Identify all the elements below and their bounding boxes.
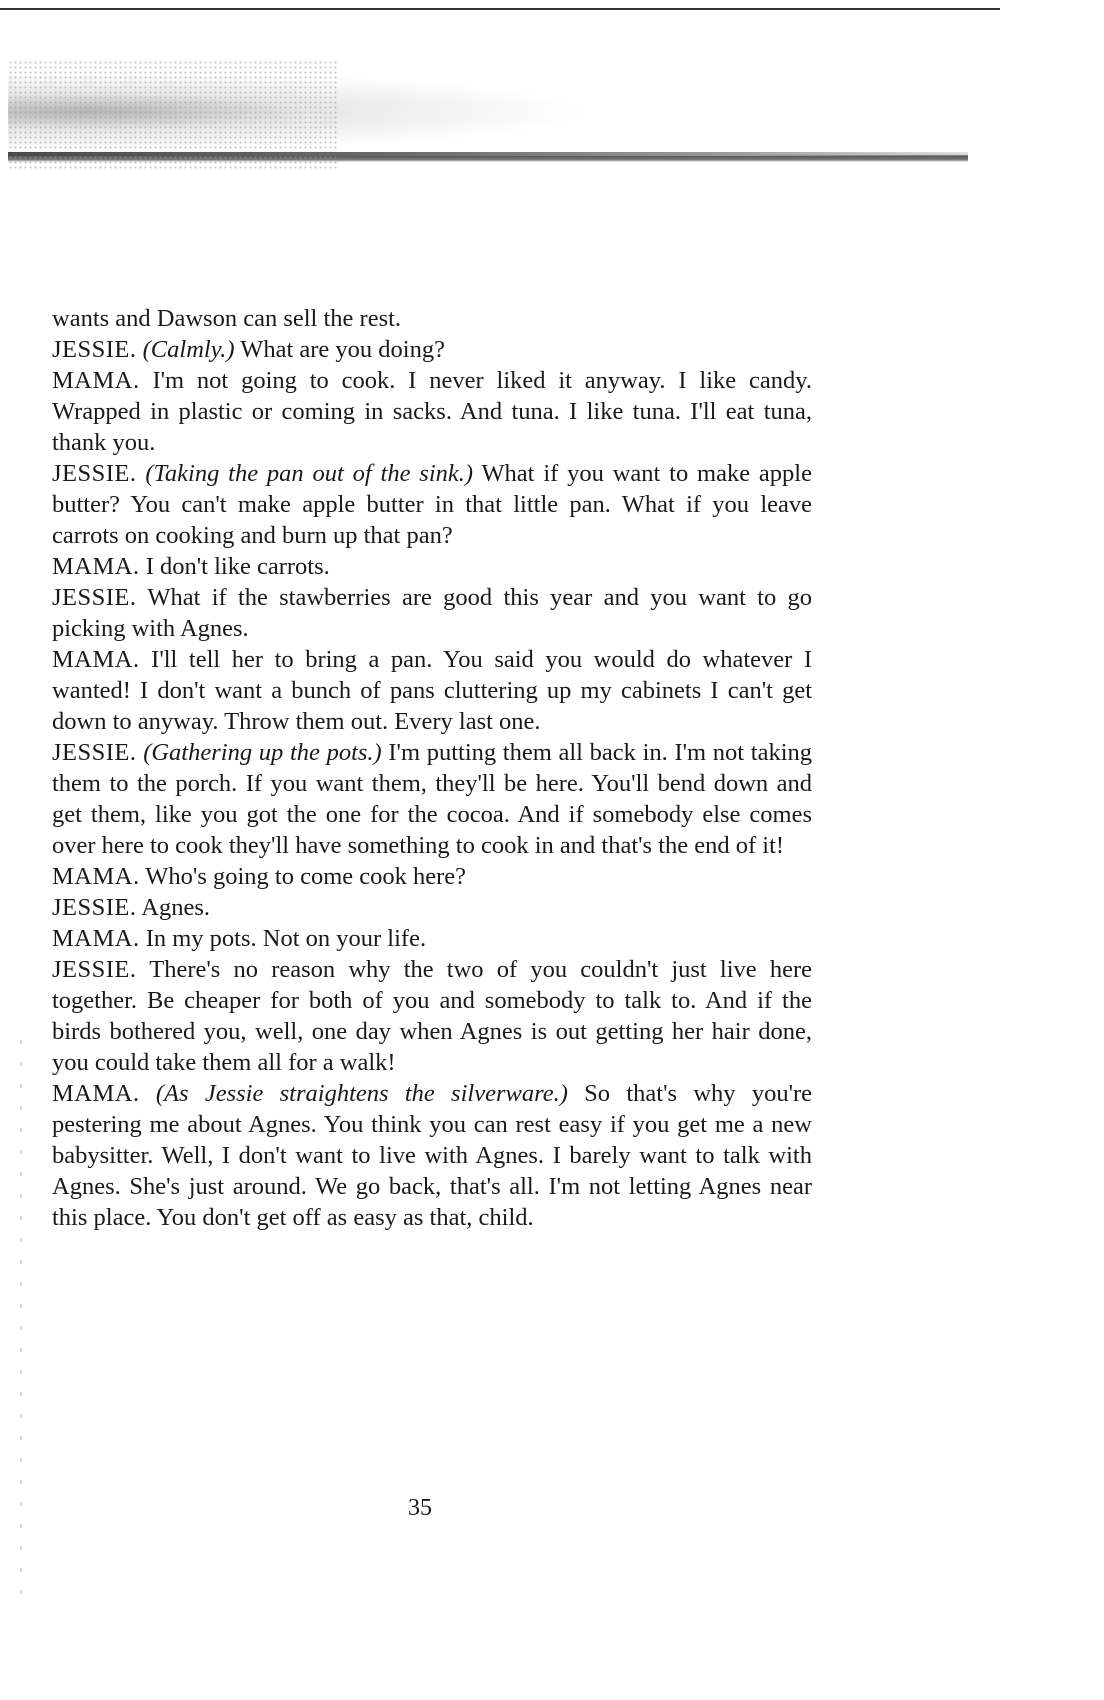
stage-direction: (Calmly.) [142, 336, 235, 363]
speaker-name: MAMA. [52, 925, 140, 952]
top-rule [0, 8, 1000, 10]
page-number: 35 [408, 1495, 432, 1521]
dialogue-text: I'm not going to cook. I never liked it anyway. I like candy. Wrapped in plastic or coming in sacks. And tuna. I like tuna. I'll eat tuna, thank you. [52, 367, 813, 456]
dialogue-text: I don't like carrots. [145, 553, 330, 580]
speaker-name: MAMA. [52, 553, 140, 580]
margin-specks [20, 1040, 22, 1600]
dialogue-list [52, 334, 812, 1233]
speaker-name: JESSIE. [52, 894, 137, 921]
speaker-name: JESSIE. [52, 460, 137, 487]
dialogue-line [52, 954, 812, 1078]
stage-direction: (Gathering up the pots.) [143, 739, 382, 766]
dialogue-text: There's no reason why the two of you couldn't just live here together. Be cheaper for both of you and somebody to talk to. And if the birds bothered you, well, one day when Agnes is out getting her hair done, you could take them all for a walk! [52, 956, 812, 1076]
dialogue-line [52, 458, 812, 551]
header-rule [8, 152, 968, 156]
dialogue-text: Who's going to come cook here? [145, 863, 467, 890]
speaker-name: MAMA. [52, 646, 140, 673]
dialogue-line [52, 923, 812, 954]
speaker-name: MAMA. [52, 367, 140, 394]
dialogue-text: I'll tell her to bring a pan. You said you would do whatever I wanted! I don't want a bunch of pans cluttering up my cabinets I can't get down to anyway. Throw them out. Every last one. [52, 646, 813, 735]
speaker-name: MAMA. [52, 1080, 140, 1107]
dialogue-line [52, 365, 812, 458]
dialogue-line [52, 1078, 812, 1233]
dialogue-text: Agnes. [141, 894, 211, 921]
speaker-name: MAMA. [52, 863, 140, 890]
dialogue-line [52, 861, 812, 892]
script-text [52, 303, 812, 1233]
dialogue-line [52, 582, 812, 644]
dialogue-text: So that's why you're pestering me about Agnes. You think you can rest easy if you get me a new babysitter. Well, I don't want to live with Agnes. I barely want to talk with Agnes. She's just around. We go back, that's all. I'm not letting Agnes near this place. You don't get off as easy as that, child. [52, 1080, 813, 1231]
dialogue-line [52, 737, 812, 861]
opening-line: wants and Dawson can sell the rest. [52, 305, 402, 332]
speaker-name: JESSIE. [52, 584, 137, 611]
dialogue-line [52, 551, 812, 582]
dialogue-text: What are you doing? [240, 336, 445, 363]
scanned-header-band [8, 40, 968, 170]
stage-direction: (As Jessie straightens the silverware.) [155, 1080, 568, 1107]
dialogue-text: I'm putting them all back in. I'm not taking them to the porch. If you want them, they'll be here. You'll bend down and get them, like you got the one for the cocoa. And if somebody else comes over here to cook they'll have something to cook in and that's the end of it! [52, 739, 813, 859]
dialogue-line [52, 892, 812, 923]
speaker-name: JESSIE. [52, 739, 137, 766]
dialogue-line [52, 644, 812, 737]
dialogue-text: In my pots. Not on your life. [145, 925, 427, 952]
dialogue-text: What if you want to make apple butter? You can't make apple butter in that little pan. What if you leave carrots on cooking and burn up that pan? [52, 460, 812, 549]
dialogue-line [52, 334, 812, 365]
speaker-name: JESSIE. [52, 956, 137, 983]
stage-direction: (Taking the pan out of the sink.) [145, 460, 474, 487]
speaker-name: JESSIE. [52, 336, 137, 363]
dialogue-text: What if the stawberries are good this year and you want to go picking with Agnes. [52, 584, 812, 642]
